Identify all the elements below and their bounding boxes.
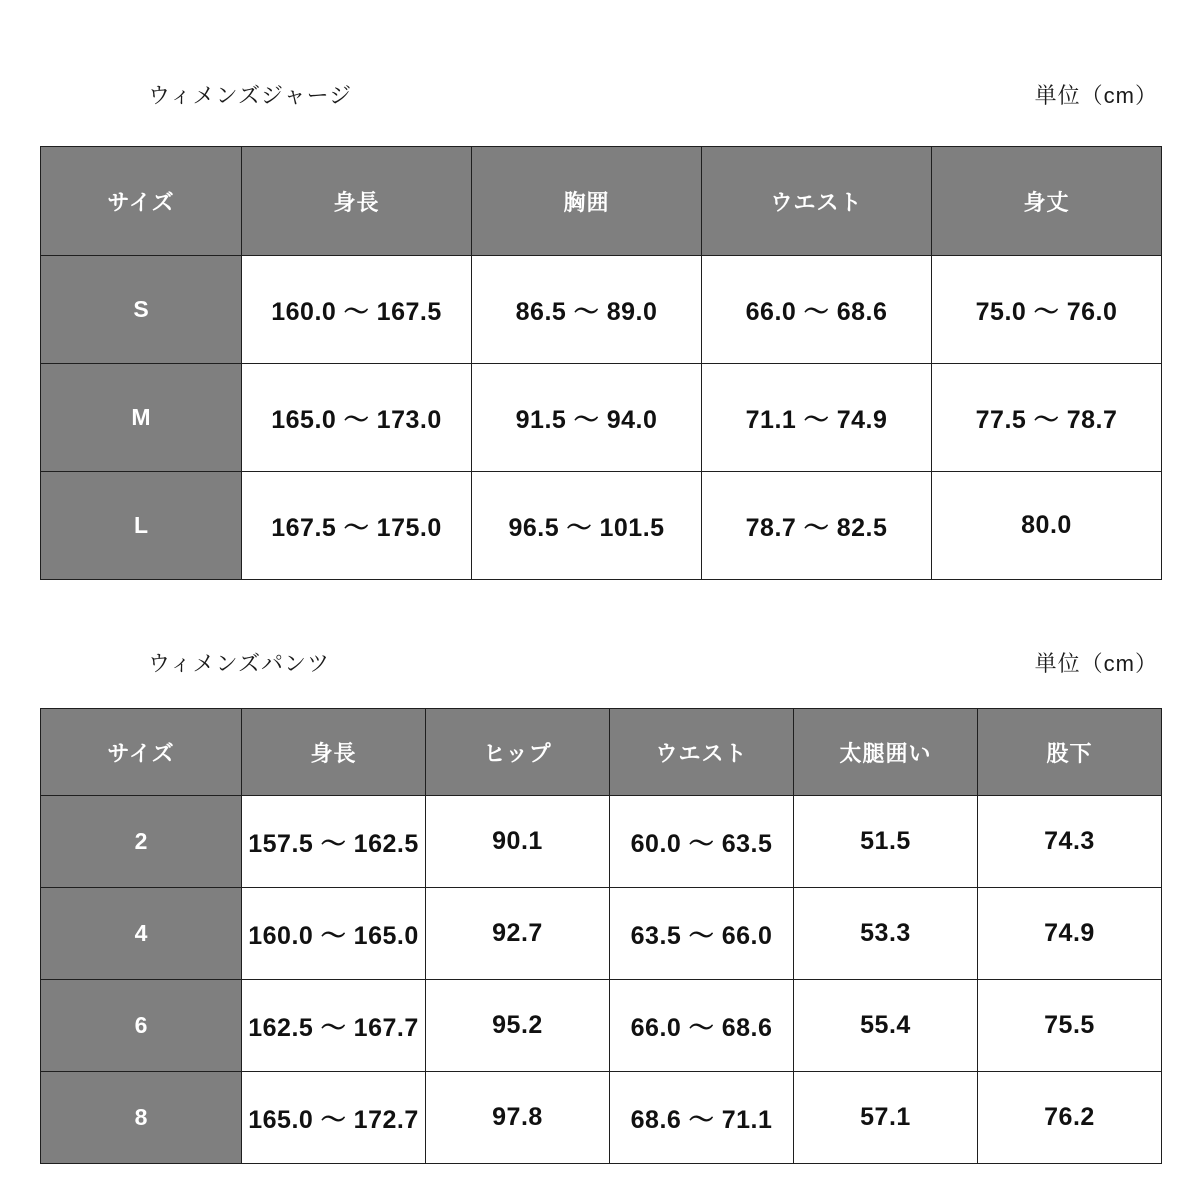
table-row bbox=[41, 256, 1162, 364]
value-cell: 60.0 ～ 63.5 bbox=[610, 796, 794, 888]
table-row bbox=[41, 888, 1162, 980]
value-cell: 96.5 ～ 101.5 bbox=[472, 472, 702, 580]
column-header-cell: ウエスト bbox=[702, 147, 932, 256]
value-cell: 68.6 ～ 71.1 bbox=[610, 1072, 794, 1164]
jersey-size-table bbox=[40, 146, 1162, 580]
column-header-cell: ウエスト bbox=[610, 709, 794, 796]
jersey-unit-label: 単位（cm） bbox=[1034, 83, 1158, 108]
size-cell: 4 bbox=[41, 888, 242, 980]
value-cell: 63.5 ～ 66.0 bbox=[610, 888, 794, 980]
column-header-cell: 身長 bbox=[242, 147, 472, 256]
value-cell: 160.0 ～ 167.5 bbox=[242, 256, 472, 364]
pants-titlebar bbox=[40, 647, 1162, 678]
column-header-cell: サイズ bbox=[41, 709, 242, 796]
pants-size-table bbox=[40, 708, 1162, 1164]
value-cell: 78.7 ～ 82.5 bbox=[702, 472, 932, 580]
column-header-cell: 胸囲 bbox=[472, 147, 702, 256]
value-cell: 97.8 bbox=[426, 1072, 610, 1164]
size-cell: M bbox=[41, 364, 242, 472]
table-row bbox=[41, 1072, 1162, 1164]
size-cell: 2 bbox=[41, 796, 242, 888]
value-cell: 77.5 ～ 78.7 bbox=[932, 364, 1162, 472]
size-cell: 6 bbox=[41, 980, 242, 1072]
value-cell: 74.9 bbox=[978, 888, 1162, 980]
value-cell: 55.4 bbox=[794, 980, 978, 1072]
value-cell: 86.5 ～ 89.0 bbox=[472, 256, 702, 364]
value-cell: 80.0 bbox=[932, 472, 1162, 580]
column-header-cell: 股下 bbox=[978, 709, 1162, 796]
value-cell: 160.0 ～ 165.0 bbox=[242, 888, 426, 980]
header-row bbox=[41, 147, 1162, 256]
size-cell: S bbox=[41, 256, 242, 364]
header-row bbox=[41, 709, 1162, 796]
value-cell: 91.5 ～ 94.0 bbox=[472, 364, 702, 472]
jersey-titlebar bbox=[40, 79, 1162, 110]
value-cell: 66.0 ～ 68.6 bbox=[702, 256, 932, 364]
table-row bbox=[41, 980, 1162, 1072]
value-cell: 75.0 ～ 76.0 bbox=[932, 256, 1162, 364]
column-header-cell: サイズ bbox=[41, 147, 242, 256]
column-header-cell: 身長 bbox=[242, 709, 426, 796]
value-cell: 74.3 bbox=[978, 796, 1162, 888]
column-header-cell: 太腿囲い bbox=[794, 709, 978, 796]
value-cell: 167.5 ～ 175.0 bbox=[242, 472, 472, 580]
size-cell: L bbox=[41, 472, 242, 580]
value-cell: 66.0 ～ 68.6 bbox=[610, 980, 794, 1072]
value-cell: 92.7 bbox=[426, 888, 610, 980]
column-header-cell: 身丈 bbox=[932, 147, 1162, 256]
pants-unit-label: 単位（cm） bbox=[1034, 651, 1158, 676]
value-cell: 157.5 ～ 162.5 bbox=[242, 796, 426, 888]
value-cell: 71.1 ～ 74.9 bbox=[702, 364, 932, 472]
value-cell: 76.2 bbox=[978, 1072, 1162, 1164]
value-cell: 53.3 bbox=[794, 888, 978, 980]
column-header-cell: ヒップ bbox=[426, 709, 610, 796]
value-cell: 90.1 bbox=[426, 796, 610, 888]
value-cell: 57.1 bbox=[794, 1072, 978, 1164]
table-row bbox=[41, 796, 1162, 888]
pants-table-title: ウィメンズパンツ bbox=[148, 651, 331, 676]
jersey-table-title: ウィメンズジャージ bbox=[148, 83, 353, 108]
value-cell: 95.2 bbox=[426, 980, 610, 1072]
value-cell: 51.5 bbox=[794, 796, 978, 888]
size-cell: 8 bbox=[41, 1072, 242, 1164]
value-cell: 162.5 ～ 167.7 bbox=[242, 980, 426, 1072]
table-row bbox=[41, 364, 1162, 472]
value-cell: 165.0 ～ 173.0 bbox=[242, 364, 472, 472]
value-cell: 165.0 ～ 172.7 bbox=[242, 1072, 426, 1164]
value-cell: 75.5 bbox=[978, 980, 1162, 1072]
table-row bbox=[41, 472, 1162, 580]
